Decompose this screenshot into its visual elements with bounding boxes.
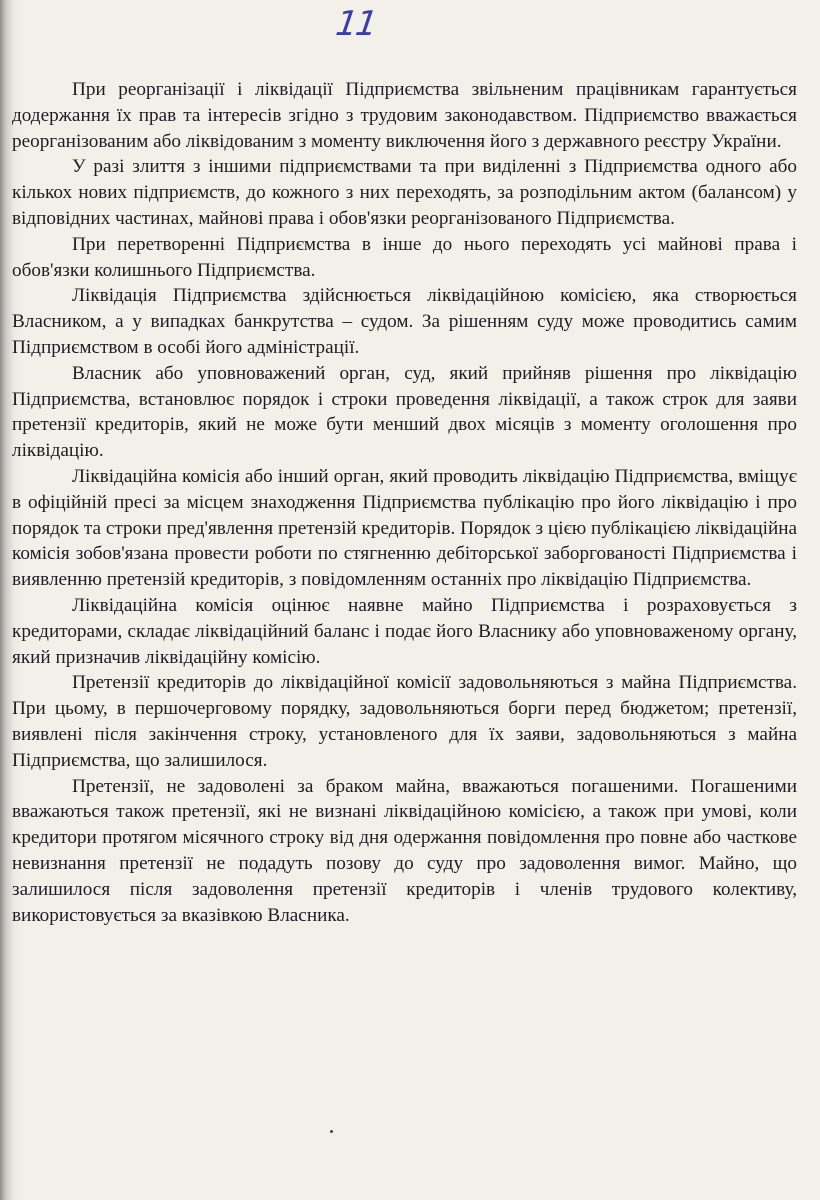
paragraph: Ліквідаційна комісія оцінює наявне майно Підприємства і розраховується з кредиторами, складає ліквідаційний баланс і подає його Власнику або уповноваженому органу, який призначив ліквідаційну комісію.	[12, 594, 797, 668]
paragraph: Претензії, не задоволені за браком майна, вважаються погашеними. Погашеними вважаються також претензії, які не визнані ліквідаційною комісією, а також при умові, коли кредитори протягом місячного строку від дня одержання повідомлення про повне або часткове невизнання претензії не подадуть позову до суду про задоволення вимог. Майно, що залишилося після задоволення претензії кредиторів і членів трудового колективу, використовується за вказівкою Власника.	[12, 775, 797, 926]
paragraph: Власник або уповноважений орган, суд, який прийняв рішення про ліквідацію Підприємства, встановлює порядок і строки проведення ліквідації, а також строк для заяви претензії кредиторів, який не може бути менший двох місяців з моменту оголошення про ліквідацію.	[12, 362, 797, 462]
document-body	[12, 77, 797, 928]
paragraph: Ліквідація Підприємства здійснюється ліквідаційною комісією, яка створюється Власником, а у випадках банкрутства – судом. За рішенням суду може проводитись самим Підприємством в особі його адміністрації.	[12, 285, 797, 358]
ink-dot	[330, 1130, 333, 1133]
handwritten-page-number: 11	[333, 4, 379, 44]
paragraph: Ліквідаційна комісія або інший орган, який проводить ліквідацію Підприємства, вміщує в офіційній пресі за місцем знаходження Підприємства публікацію про його ліквідацію і про порядок та строки пред'явлення претензій кредиторів. Порядок з цією публікацією ліквідаційна комісія зобов'язана провести роботи по стягненню дебіторської заборгованості Підприємства і виявленню претензій кредиторів, з повідомленням останніх про ліквідацію Підприємства.	[12, 465, 797, 591]
paragraph: При реорганізації і ліквідації Підприємства звільненим працівникам гарантується додержання їх прав та інтересів згідно з трудовим законодавством. Підприємство вважається реорганізованим або ліквідованим з моменту виключення його з державного реєстру України.	[12, 79, 797, 152]
paragraph: При перетворенні Підприємства в інше до нього переходять усі майнові права і обов'язки колишнього Підприємства.	[12, 233, 797, 281]
paragraph: У разі злиття з іншими підприємствами та при виділенні з Підприємства одного або кількох нових підприємств, до кожного з них переходять, за розподільним актом (балансом) у відповідних частинах, майнові права і обов'язки реорганізованого Підприємства.	[12, 156, 797, 229]
paragraph: Претензії кредиторів до ліквідаційної комісії задовольняються з майна Підприємства. При цьому, в першочерговому порядку, задовольняються борги перед бюджетом; претензії, виявлені після закінчення строку, установленого для їх заяви, задовольняються з майна Підприємства, що залишилося.	[12, 672, 797, 771]
